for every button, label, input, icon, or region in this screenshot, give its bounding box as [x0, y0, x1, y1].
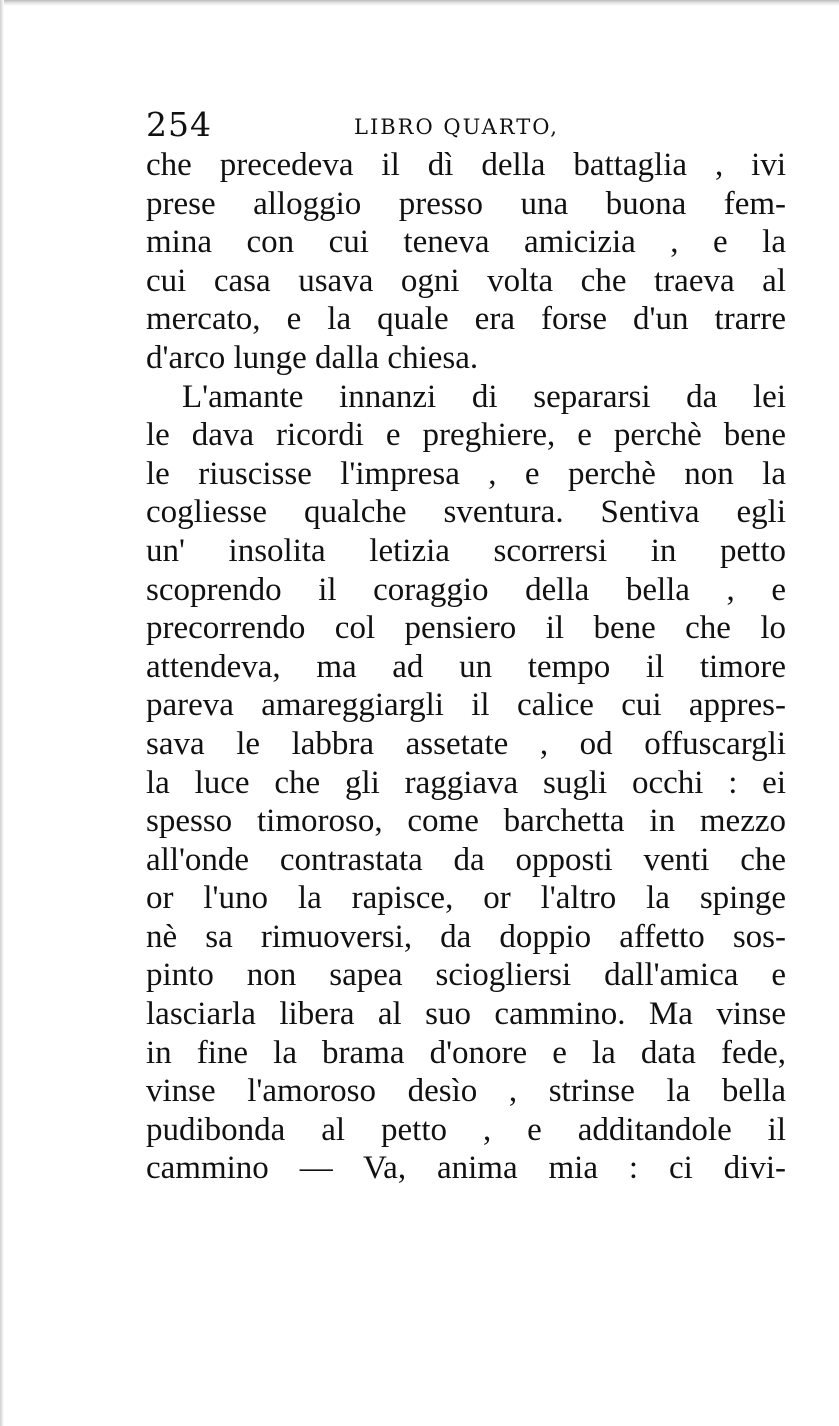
- page-number: 254: [146, 105, 212, 144]
- text-line: cammino — Va, anima mia : ci divi-: [146, 1150, 786, 1187]
- text-line: la luce che gli raggiava sugli occhi : ei: [146, 764, 786, 801]
- text-line: le dava ricordi e preghiere, e perchè bene: [146, 417, 786, 454]
- text-line: pudibonda al petto , e additandole il: [146, 1111, 786, 1148]
- page-top-edge: [0, 0, 839, 6]
- text-line: nè sa rimuoversi, da doppio affetto sos-: [146, 918, 786, 955]
- page-left-edge: [0, 0, 4, 1426]
- text-line: sava le labbra assetate , od offuscargli: [146, 725, 786, 762]
- text-line: scoprendo il coraggio della bella , e: [146, 571, 786, 608]
- text-line: all'onde contrastata da opposti venti che: [146, 841, 786, 878]
- running-title: LIBRO QUARTO,: [354, 115, 559, 139]
- text-line: pareva amareggiargli il calice cui appres-: [146, 687, 786, 724]
- paragraph-start-line: L'amante innanzi di separarsi da lei: [182, 378, 786, 415]
- text-line: prese alloggio presso una buona fem-: [146, 185, 786, 222]
- text-line: or l'uno la rapisce, or l'altro la spinge: [146, 880, 786, 917]
- text-line: spesso timoroso, come barchetta in mezzo: [146, 803, 786, 840]
- text-line: mina con cui teneva amicizia , e la: [146, 224, 786, 261]
- text-line: lasciarla libera al suo cammino. Ma vinse: [146, 996, 786, 1033]
- text-line: attendeva, ma ad un tempo il timore: [146, 648, 786, 685]
- text-line: in fine la brama d'onore e la data fede,: [146, 1034, 786, 1071]
- text-line: precorrendo col pensiero il bene che lo: [146, 610, 786, 647]
- text-line: d'arco lunge dalla chiesa.: [146, 339, 479, 376]
- text-line: che precedeva il dì della battaglia , ivi: [146, 147, 786, 183]
- page-header: [146, 104, 786, 146]
- text-line: cogliesse qualche sventura. Sentiva egli: [146, 494, 786, 531]
- text-line: le riuscisse l'impresa , e perchè non la: [146, 455, 786, 492]
- body-text: [146, 146, 786, 1188]
- text-line: un' insolita letizia scorrersi in petto: [146, 532, 786, 569]
- text-line: vinse l'amoroso desìo , strinse la bella: [146, 1073, 786, 1110]
- text-line: mercato, e la quale era forse d'un trarre: [146, 301, 786, 338]
- text-line: pinto non sapea sciogliersi dall'amica e: [146, 957, 786, 994]
- text-line: cui casa usava ogni volta che traeva al: [146, 262, 786, 299]
